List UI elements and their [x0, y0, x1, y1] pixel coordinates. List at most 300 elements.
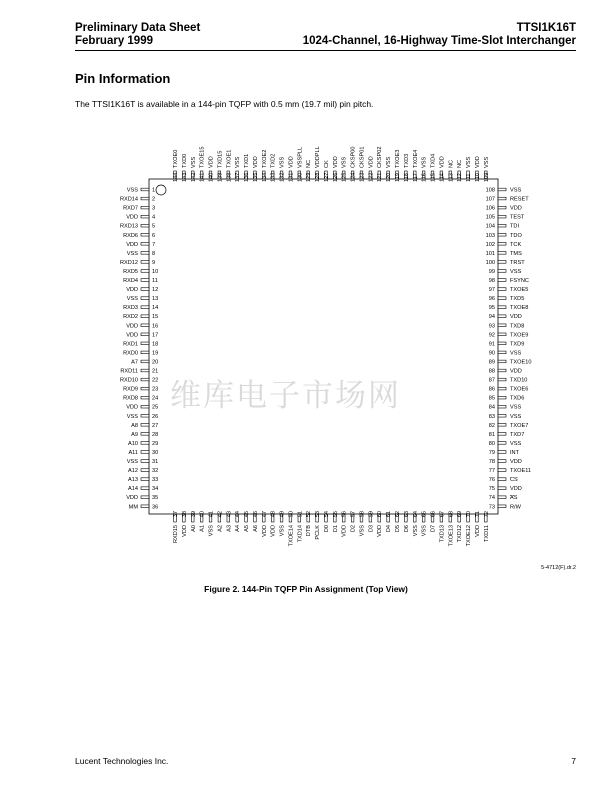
pin-number: 141 [199, 172, 206, 182]
pin-label: NC [457, 159, 464, 168]
pin-number: 9 [152, 259, 156, 266]
pin-lead [498, 433, 506, 436]
watermark: 维库电子市场网 [170, 378, 401, 414]
pin-label: A6 [252, 525, 259, 532]
pin-label: A11 [128, 449, 138, 456]
pin-number: 28 [152, 431, 159, 438]
pin-label: VSS [483, 156, 490, 168]
intro-paragraph: The TTSI1K16T is available in a 144-pin TQFP with 0.5 mm (19.7 mil) pin pitch. [75, 99, 374, 109]
pin-number: 139 [217, 172, 224, 182]
pin-number: 34 [152, 486, 159, 493]
pin-label: VDD [126, 241, 138, 248]
pin-number: 138 [226, 172, 233, 182]
pin-label: VDD [181, 525, 188, 537]
pin-label: VDD [252, 156, 259, 168]
pin-label: D2 [350, 525, 357, 533]
pin-lead [141, 433, 149, 436]
pin-number: 23 [152, 386, 159, 393]
pin-number: 55 [332, 511, 339, 518]
pin-lead [141, 369, 149, 372]
pin-label: RXD10 [119, 377, 138, 384]
pin-label: D3 [368, 525, 375, 533]
pin-lead [141, 261, 149, 264]
pin-label: TXD7 [510, 431, 525, 438]
pin-number: 128 [315, 172, 322, 182]
pin-lead [141, 505, 149, 508]
pin-label: RXD2 [123, 314, 138, 321]
pin-label: TXOE7 [510, 422, 529, 429]
pin-lead [141, 387, 149, 390]
pin-label: TXD13 [439, 525, 446, 543]
figure-caption: Figure 2. 144-Pin TQFP Pin Assignment (Top View) [204, 584, 408, 594]
pin-lead [141, 215, 149, 218]
pin-number: 107 [485, 196, 495, 203]
pin-label: VDD [126, 287, 138, 294]
pin-lead [498, 261, 506, 264]
pin-label: VSS [466, 156, 473, 168]
pin-lead [498, 378, 506, 381]
pin-lead [498, 487, 506, 490]
pin-number: 112 [457, 173, 464, 182]
pin-number: 72 [483, 511, 490, 518]
pin-number: 93 [488, 323, 495, 330]
pin-number: 119 [395, 173, 401, 182]
pin-number: 38 [181, 511, 188, 518]
pin-number: 19 [152, 350, 159, 357]
pin-lead [141, 451, 149, 454]
pin-number: 143 [181, 172, 188, 182]
pin-label: A2 [217, 525, 224, 532]
pin-lead [141, 206, 149, 209]
pin-number: 122 [368, 172, 375, 182]
pin-number: 116 [421, 173, 428, 182]
pin-label: RXD6 [123, 232, 138, 239]
pin-lead [141, 496, 149, 499]
pin-number: 123 [359, 172, 366, 182]
header-part-number: TTSI1K16T [516, 22, 576, 34]
pin-label: TXD11 [483, 525, 490, 542]
pin-number: 52 [306, 511, 313, 518]
pin-label: TMS [510, 250, 522, 257]
pin-lead [141, 351, 149, 354]
pin-number: 125 [341, 172, 348, 182]
pin-label: VDD [126, 332, 138, 339]
pin-number: 59 [368, 511, 375, 518]
pin-lead [141, 460, 149, 463]
pin-label: TXD9 [510, 341, 525, 348]
pin-lead [498, 505, 506, 508]
pin-lead [141, 306, 149, 309]
pin-label: TEST [510, 214, 525, 221]
pin-number: 31 [152, 459, 159, 465]
pin-number: 65 [421, 511, 428, 518]
pin-label: TXOE11 [510, 468, 532, 475]
pin-label: VSS [421, 525, 428, 537]
pin-number: 85 [488, 395, 495, 402]
pin-label: TDO [510, 232, 522, 239]
pin-label: A10 [128, 440, 138, 447]
pin-number: 82 [488, 422, 495, 429]
pin-number: 5 [152, 223, 156, 230]
pin-label: RXD15 [173, 525, 179, 544]
pin-label: RXD9 [123, 386, 138, 393]
pin-label: A7 [131, 359, 138, 366]
pin-number: 75 [488, 486, 495, 493]
pin-label: VDD [510, 205, 522, 212]
pin-number: 44 [235, 511, 242, 518]
pin-label: VSS [421, 156, 428, 168]
pin-number: 133 [270, 172, 277, 182]
pin-number: 100 [485, 259, 495, 266]
pin-label: VDD [368, 156, 375, 168]
pin-label: AS [510, 495, 518, 502]
pin-label: TXOE13 [448, 525, 455, 547]
pin-number: 131 [288, 172, 295, 182]
pin-lead [498, 351, 506, 354]
pin-label: VSS [341, 156, 348, 168]
pin-lead [141, 414, 149, 417]
pin-number: 87 [488, 377, 495, 384]
pin-number: 32 [152, 468, 159, 475]
pin-number: 120 [386, 172, 393, 182]
pin-label: VSS [126, 296, 138, 303]
pin-number: 14 [152, 305, 159, 312]
pin-label: VSS [386, 156, 393, 168]
pin-number: 45 [244, 511, 251, 518]
pin-label: VSS [279, 525, 286, 537]
pin-label: VSS [510, 413, 522, 420]
pin-number: 124 [350, 172, 357, 182]
pin-label: RESET [510, 196, 529, 203]
pin-lead [141, 279, 149, 282]
pin-label: RXD12 [119, 259, 138, 266]
pin-number: 140 [208, 172, 215, 182]
pin-label: TXD3 [403, 153, 410, 168]
pin-label: TDI [510, 223, 520, 230]
pin-number: 98 [488, 278, 495, 284]
pin-lead [498, 469, 506, 472]
pin-label: A13 [128, 477, 138, 484]
section-title: Pin Information [75, 71, 171, 86]
pin-number: 64 [412, 511, 419, 518]
pin-lead [141, 315, 149, 318]
drawing-id: 5-4712(F).dr.2 [541, 565, 576, 571]
pin-label: VSS [126, 459, 138, 465]
pin-number: 97 [488, 287, 495, 294]
pin-number: 71 [474, 511, 481, 518]
pin-label: TXOE14 [288, 525, 295, 547]
pin-number: 77 [488, 468, 495, 475]
pin-number: 67 [439, 511, 446, 518]
pin-label: VSS [510, 440, 522, 447]
pin-label: RXD4 [123, 278, 138, 284]
pin-number: 61 [386, 511, 393, 518]
pin-number: 142 [190, 172, 197, 182]
pin-label: VSS [208, 525, 215, 537]
pin-number: 129 [306, 172, 313, 182]
pin-label: VDD [510, 368, 522, 375]
pin-label: D0 [323, 525, 330, 533]
pin-label: TXOE2 [261, 149, 268, 168]
pin-lead [498, 333, 506, 336]
pin-label: VDD [474, 156, 481, 168]
pin-number: 35 [152, 495, 159, 502]
pin-lead [141, 270, 149, 273]
pin-number: 90 [488, 350, 495, 357]
pin-number: 48 [270, 511, 277, 518]
pin-label: TXD4 [430, 153, 437, 168]
pin-label: D5 [395, 525, 401, 533]
pin-label: VSS [279, 156, 286, 168]
pin-label: VSS [126, 187, 138, 194]
pin-label: TXOE0 [173, 149, 179, 168]
pin-number: 30 [152, 449, 159, 456]
pin-label: A12 [128, 468, 138, 475]
pin-number: 57 [350, 511, 357, 518]
pin-lead [141, 233, 149, 236]
pin-label: VSSPLL [297, 146, 304, 168]
pin-number: 3 [152, 205, 156, 212]
pin-number: 88 [488, 368, 495, 375]
pin-lead [498, 460, 506, 463]
pin-lead [498, 233, 506, 236]
pin-label: A5 [244, 525, 251, 532]
pin-number: 137 [235, 172, 242, 182]
pin-lead [141, 197, 149, 200]
pin-lead [141, 188, 149, 191]
pin-number: 66 [430, 511, 437, 518]
pin-number: 60 [377, 511, 384, 518]
pin-number: 43 [226, 511, 233, 518]
pin-label: A14 [128, 486, 138, 493]
pin-label: TXD5 [510, 296, 525, 303]
pin-label: RXD1 [123, 341, 138, 348]
pin-label: TXD12 [457, 525, 464, 543]
pin-lead [141, 396, 149, 399]
pin-label: A9 [131, 431, 138, 438]
pin-number: 95 [488, 305, 495, 312]
pin-label: TRST [510, 259, 525, 266]
pin-number: 11 [152, 278, 158, 284]
header-date: February 1999 [75, 35, 153, 47]
pin1-marker [156, 185, 166, 195]
pin-label: CKSP02 [377, 146, 384, 168]
pin-lead [141, 243, 149, 246]
pin-label: VDD [439, 156, 446, 168]
pin-label: VSS [235, 156, 242, 168]
pin-label: VSS [190, 156, 197, 168]
pin-label: NC [448, 159, 455, 168]
pin-label: PCLK [315, 525, 322, 540]
pin-label: VSS [510, 404, 522, 411]
pin-label: VSS [126, 413, 138, 420]
pin-lead [498, 369, 506, 372]
pin-number: 62 [395, 511, 401, 518]
pin-lead [141, 442, 149, 445]
pin-lead [141, 487, 149, 490]
pin-number: 101 [485, 250, 495, 257]
pin-label: VSS [412, 525, 419, 537]
pin-label: D1 [332, 525, 339, 533]
pin-lead [498, 478, 506, 481]
pin-number: 51 [297, 511, 304, 518]
pin-number: 126 [332, 172, 339, 182]
pin-lead [141, 288, 149, 291]
pin-label: VDD [261, 525, 268, 537]
pin-number: 27 [152, 422, 159, 429]
pin-label: TXOE1 [226, 149, 233, 168]
pin-number: 94 [488, 314, 495, 321]
pin-number: 73 [488, 504, 495, 511]
pin-number: 21 [152, 368, 159, 375]
pin-label: RXD14 [119, 196, 138, 203]
pin-label: VDD [332, 156, 339, 168]
pin-lead [498, 496, 506, 499]
pin-label: TXOE8 [510, 305, 529, 312]
pin-label: TXD0 [181, 153, 188, 168]
pin-label: RXD5 [123, 268, 138, 275]
pin-number: 70 [466, 511, 473, 518]
pin-label: RXD0 [123, 350, 138, 357]
pin-number: 74 [488, 495, 495, 502]
pin-number: 91 [488, 341, 495, 348]
pin-lead [141, 424, 149, 427]
pin-label: MM [128, 504, 138, 511]
pin-lead [141, 360, 149, 363]
pin-number: 47 [261, 511, 268, 518]
pin-number: 99 [488, 268, 495, 275]
pin-lead [498, 215, 506, 218]
pin-number: 79 [488, 449, 495, 456]
pin-label: TXD1 [244, 153, 251, 168]
pin-label: D4 [386, 525, 393, 533]
pin-number: 83 [488, 413, 495, 420]
pin-number: 33 [152, 477, 159, 484]
pin-number: 17 [152, 332, 159, 339]
pin-lead [498, 279, 506, 282]
pin-number: 114 [439, 173, 446, 182]
pin-label: A8 [131, 422, 138, 429]
pin-label: D7 [430, 525, 437, 533]
pin-label: A3 [226, 525, 233, 532]
pin-label: VSS [510, 187, 522, 194]
pin-lead [498, 252, 506, 255]
pin-number: 121 [377, 172, 384, 182]
pin-label: VDD [510, 314, 522, 321]
pin-number: 53 [315, 511, 322, 518]
pin-lead [498, 297, 506, 300]
pin-number: 4 [152, 214, 156, 221]
pin-number: 39 [190, 511, 197, 518]
pin-label: RXD13 [119, 223, 138, 230]
pin-number: 37 [173, 511, 179, 518]
pin-label: TXOE6 [510, 386, 529, 393]
pin-number: 49 [279, 511, 286, 518]
pin-label: TXD8 [510, 323, 525, 330]
pin-label: VDD [288, 156, 295, 168]
pin-number: 127 [323, 172, 330, 182]
pin-lead [141, 252, 149, 255]
pin-lead [498, 306, 506, 309]
pin-number: 26 [152, 413, 159, 420]
pin-lead [498, 243, 506, 246]
pin-label: TXD15 [217, 150, 224, 168]
pin-label: TCK [510, 241, 522, 248]
pin-number: 42 [217, 511, 224, 518]
pin-lead [141, 224, 149, 227]
pin-label: CS [510, 477, 518, 484]
pin-number: 136 [244, 172, 251, 182]
pin-number: 78 [488, 459, 495, 465]
pin-label: VDD [510, 459, 522, 465]
pin-label: TXD10 [510, 377, 528, 384]
pin-label: TXOE10 [510, 359, 532, 366]
pin-number: 40 [199, 511, 206, 518]
pin-label: VDD [270, 525, 277, 537]
pin-number: 102 [485, 241, 495, 248]
pin-lead [141, 297, 149, 300]
pin-lead [498, 387, 506, 390]
pin-number: 1 [152, 187, 156, 194]
pin-label: VDDPLL [315, 146, 322, 168]
pin-label: NC [306, 159, 313, 168]
pin-label: A1 [199, 525, 206, 532]
pin-number: 84 [488, 404, 495, 411]
pin-lead [498, 414, 506, 417]
pin-lead [498, 206, 506, 209]
pin-label: VDD [474, 525, 481, 537]
pin-number: 135 [252, 172, 259, 182]
pin-lead [141, 478, 149, 481]
pin-number: 15 [152, 314, 159, 321]
pin-number: 8 [152, 250, 156, 257]
pin-number: 106 [485, 205, 495, 212]
footer-company: Lucent Technologies Inc. [75, 756, 169, 766]
pin-lead [498, 360, 506, 363]
pin-number: 41 [208, 511, 215, 518]
pin-number: 89 [488, 359, 495, 366]
pin-number: 20 [152, 359, 159, 366]
pin-lead [141, 378, 149, 381]
pin-lead [498, 270, 506, 273]
pin-label: RXD8 [123, 395, 138, 402]
pin-label: VSS [359, 525, 366, 537]
pin-number: 22 [152, 377, 159, 384]
pin-number: 54 [323, 511, 330, 518]
pin-label: TXOE15 [199, 146, 206, 168]
pin-number: 132 [279, 172, 286, 182]
pin-number: 117 [412, 173, 419, 182]
pin-number: 144 [173, 172, 179, 182]
pin-label: CKSP01 [359, 146, 366, 168]
pin-number: 81 [488, 431, 495, 438]
pin-label: VSS [510, 350, 522, 357]
pin-number: 2 [152, 196, 156, 203]
pin-number: 10 [152, 268, 159, 275]
pin-lead [498, 424, 506, 427]
pin-number: 113 [448, 173, 455, 182]
pin-label: RXD3 [123, 305, 138, 312]
pin-label: VDD [510, 486, 522, 493]
pin-number: 111 [466, 173, 473, 182]
pin-label: D6 [403, 525, 410, 533]
pin-label: DTB [306, 525, 313, 537]
pin-label: TXOE5 [510, 287, 529, 294]
pin-lead [141, 469, 149, 472]
pin-label: R/W [510, 504, 521, 511]
pin-number: 63 [403, 511, 410, 518]
pin-lead [498, 342, 506, 345]
